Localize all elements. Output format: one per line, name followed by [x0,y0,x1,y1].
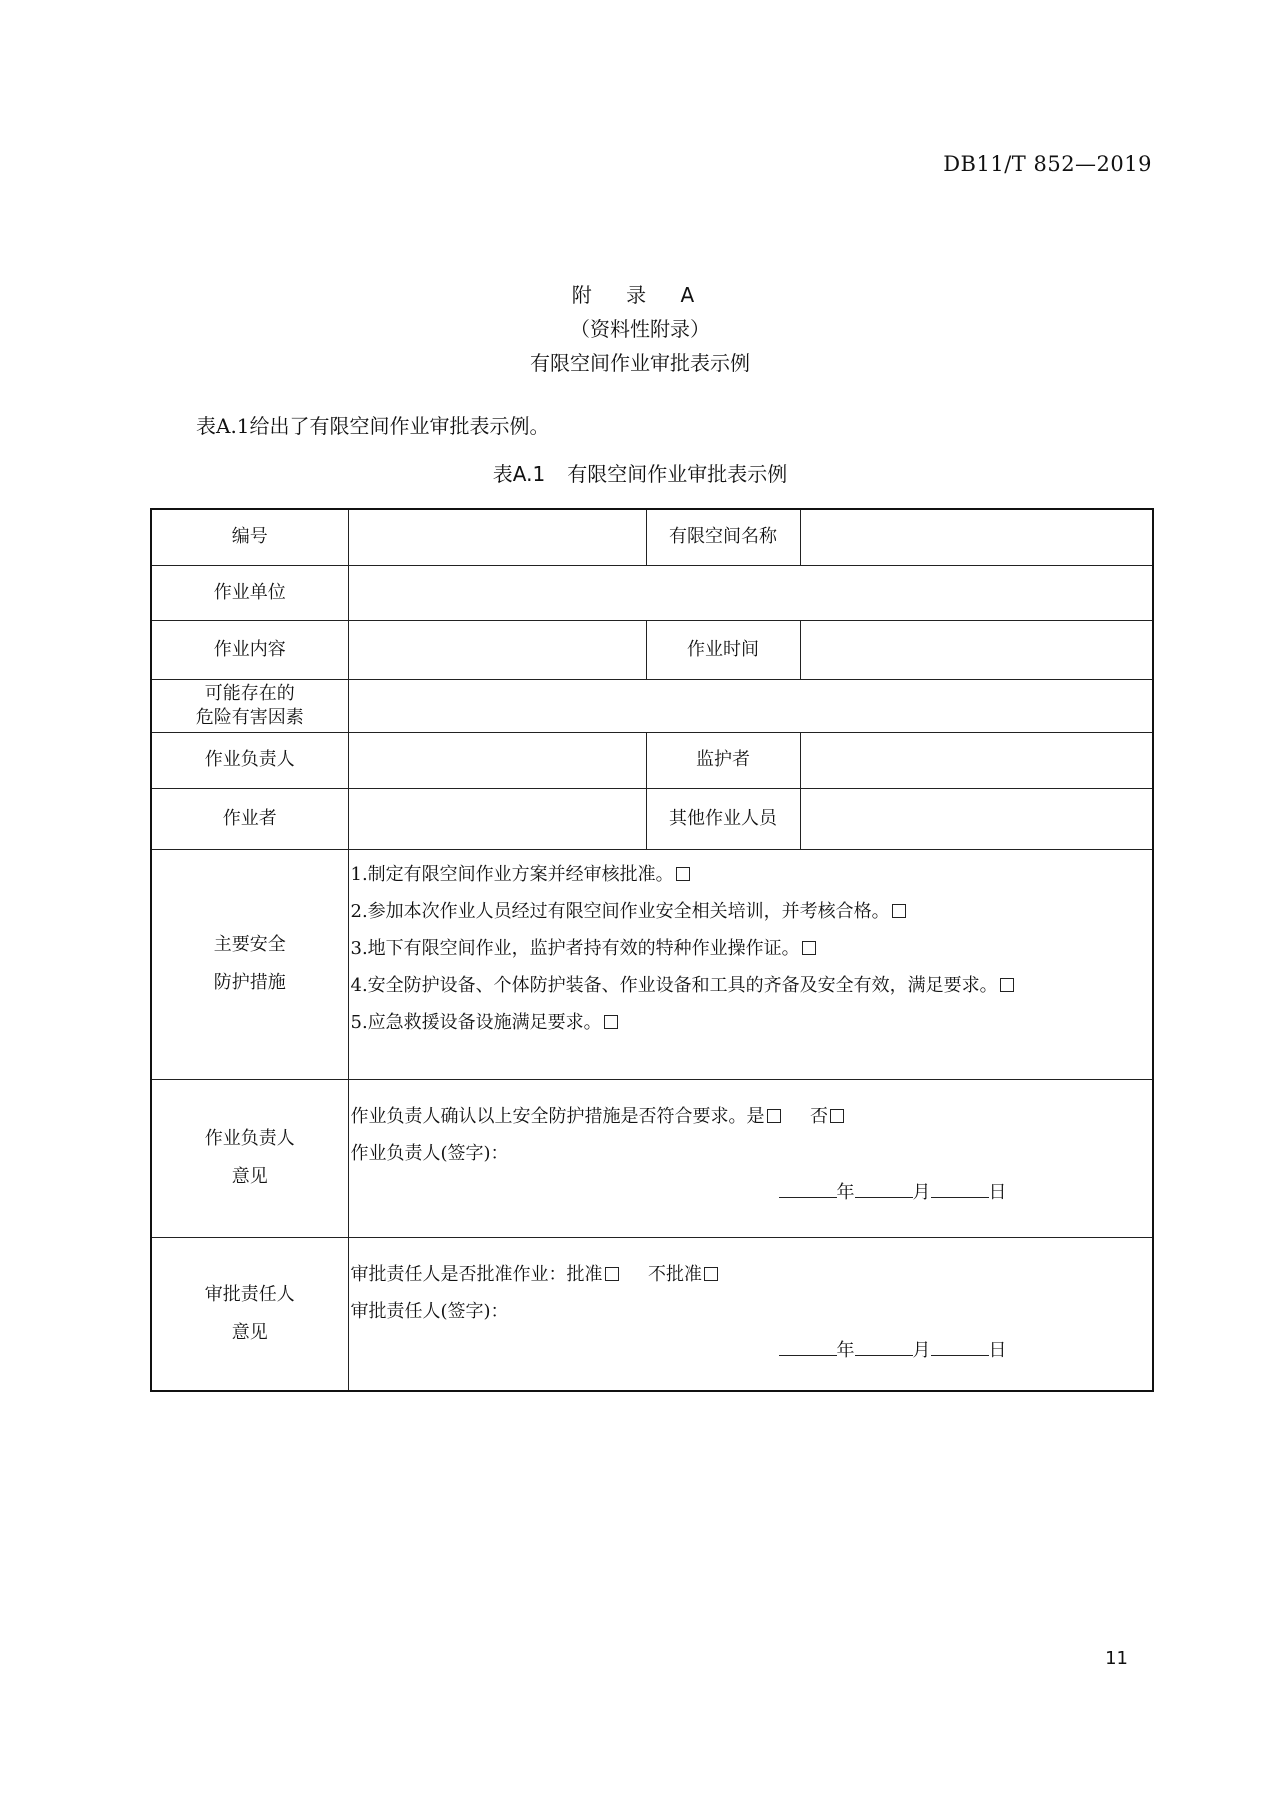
leader-opinion-cell [348,1079,1153,1237]
approver-opinion-label-line1: 审批责任人 [204,1283,295,1305]
appendix-name: 有限空间作业审批表示例 [530,351,750,375]
intro-paragraph: 表A.1给出了有限空间作业审批表示例。 [196,414,550,438]
appendix-heading [0,278,1280,380]
leader-sign-line: 作业负责人(签字)： [350,1142,509,1164]
other-workers-label: 其他作业人员 [646,788,800,849]
row-work-content [151,620,1153,679]
space-name-value[interactable] [800,509,1153,565]
other-workers-value[interactable] [800,788,1153,849]
leader-date-line: 年 月 日 [779,1177,1007,1204]
reject-checkbox[interactable] [704,1267,718,1281]
work-time-label: 作业时间 [646,620,800,679]
work-time-value[interactable] [800,620,1153,679]
work-leader-value[interactable] [348,732,646,788]
day-blank[interactable] [931,1177,989,1198]
worker-value[interactable] [348,788,646,849]
row-work-unit [151,565,1153,620]
row-worker [151,788,1153,849]
year-blank[interactable] [779,1335,837,1356]
space-name-label: 有限空间名称 [646,509,800,565]
measure-item: 4.安全防护设备、个体防护装备、作业设备和工具的齐备及安全有效，满足要求。 [351,967,1153,1004]
hazards-value[interactable] [348,679,1153,732]
measure-item: 5.应急救援设备设施满足要求。 [351,1004,1153,1041]
row-work-leader [151,732,1153,788]
measures-checklist [349,850,1153,1041]
table-name: 有限空间作业审批表示例 [567,462,788,486]
work-leader-label: 作业负责人 [151,732,348,788]
appendix-title: 附 录 A [571,283,709,307]
row-leader-opinion [151,1079,1153,1237]
approve-checkbox[interactable] [605,1267,619,1281]
worker-label: 作业者 [151,788,348,849]
work-unit-label: 作业单位 [151,565,348,620]
approver-opinion-label-line2: 意见 [231,1321,268,1343]
approver-opinion-cell [348,1237,1153,1391]
hazards-label-line2: 危险有害因素 [195,706,304,728]
supervisor-label: 监护者 [646,732,800,788]
yes-checkbox[interactable] [767,1109,781,1123]
measures-label [151,849,348,1079]
table-caption [0,458,1280,487]
row-hazards [151,679,1153,732]
measures-label-line1: 主要安全 [213,934,286,955]
checkbox[interactable] [676,867,690,881]
measure-item: 2.参加本次作业人员经过有限空间作业安全相关培训，并考核合格。 [351,893,1153,930]
measure-item: 1.制定有限空间作业方案并经审核批准。 [351,856,1153,893]
approver-opinion-label [151,1237,348,1391]
leader-opinion-label [151,1079,348,1237]
checkbox[interactable] [802,941,816,955]
hazards-label [151,679,348,732]
approver-sign-line: 审批责任人(签字)： [350,1300,509,1322]
appendix-subtitle: （资料性附录） [570,317,710,341]
work-content-label: 作业内容 [151,620,348,679]
work-unit-value[interactable] [348,565,1153,620]
month-blank[interactable] [855,1177,913,1198]
page-number: 11 [1105,1648,1128,1669]
checkbox[interactable] [604,1015,618,1029]
table-number: 表A.1 [492,462,546,486]
row-number [151,509,1153,565]
work-content-value[interactable] [348,620,646,679]
measures-label-line2: 防护措施 [213,972,286,993]
month-blank[interactable] [855,1335,913,1356]
approval-form-table [150,508,1154,1392]
measures-list-cell [348,849,1153,1079]
leader-confirm-line: 作业负责人确认以上安全防护措施是否符合要求。是 否 [351,1102,844,1128]
number-value[interactable] [348,509,646,565]
no-checkbox[interactable] [830,1109,844,1123]
leader-opinion-label-line1: 作业负责人 [204,1128,295,1149]
approver-date-line: 年 月 日 [779,1335,1007,1362]
standard-code: DB11/T 852—2019 [943,152,1152,176]
row-safety-measures [151,849,1153,1079]
leader-opinion-label-line2: 意见 [231,1166,268,1187]
measure-item: 3.地下有限空间作业，监护者持有效的特种作业操作证。 [351,930,1153,967]
checkbox[interactable] [1000,978,1014,992]
year-blank[interactable] [779,1177,837,1198]
hazards-label-line1: 可能存在的 [204,682,295,704]
supervisor-value[interactable] [800,732,1153,788]
approver-question-line: 审批责任人是否批准作业：批准 不批准 [351,1260,718,1286]
checkbox[interactable] [892,904,906,918]
day-blank[interactable] [931,1335,989,1356]
number-label: 编号 [151,509,348,565]
row-approver-opinion [151,1237,1153,1391]
